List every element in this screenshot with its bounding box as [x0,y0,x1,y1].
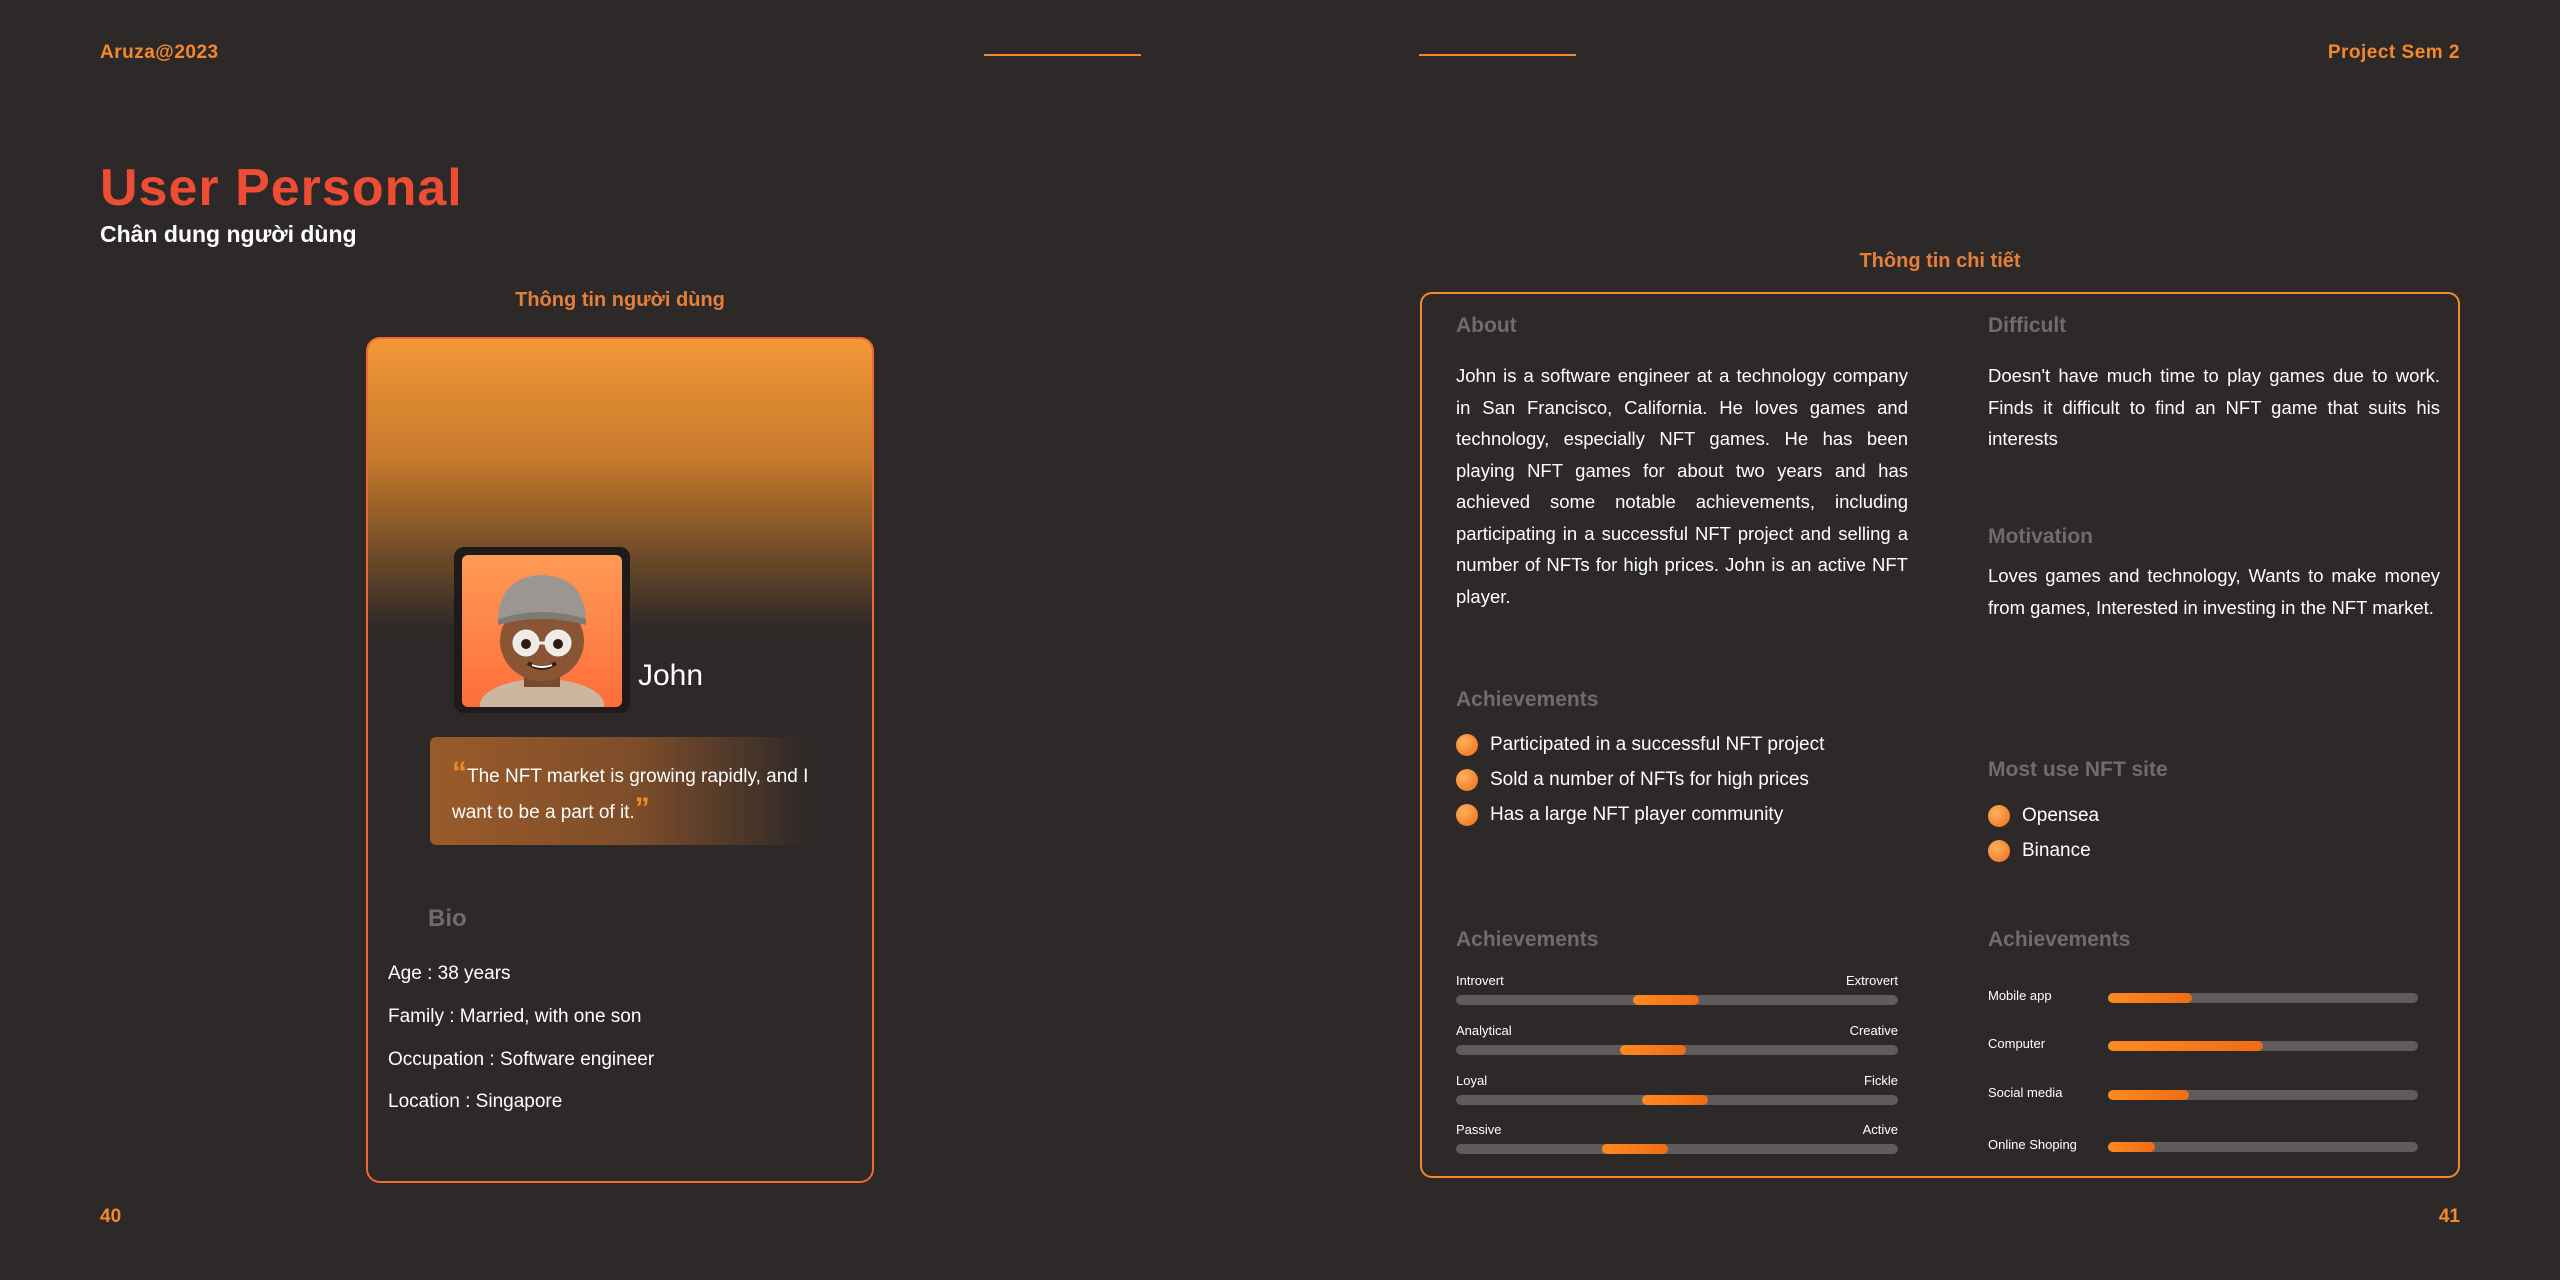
list-item [1456,727,1916,762]
avatar [462,555,622,707]
platform-label: Social media [1988,1085,2063,1100]
scale-fill [1620,1045,1686,1055]
list-item [1456,797,1916,832]
user-name: John [638,659,704,692]
motivation-text: Loves games and technology, Wants to make money from games, Interested in investing in the NFT market. [1988,565,2440,618]
achievement-text: Participated in a successful NFT project [1490,733,1825,755]
difficult-text: Doesn't have much time to play games due to work. Finds it difficult to find an NFT game that suits his interests [1988,365,2440,449]
platform-track [2108,993,2418,1003]
motivation-title: Motivation [1988,525,2093,548]
scale-track [1456,1045,1898,1055]
scale-right-label: Creative [1849,1023,1898,1038]
bio-family: Family : Married, with one son [388,1006,642,1027]
about-title: About [1456,314,1517,337]
platform-label: Computer [1988,1036,2046,1051]
achievements-list [1456,727,1916,832]
scale-row [1456,1122,1898,1162]
user-quote-body: The NFT market is growing rapidly, and I want to be a part of it. [452,766,809,823]
header-divider-left [984,54,1141,56]
scale-right-label: Extrovert [1845,973,1898,988]
user-card [366,337,874,1183]
bullet-dot-icon [1456,734,1478,756]
header-divider-right [1419,54,1576,56]
bullet-dot-icon [1456,804,1478,826]
scale-left-label: Loyal [1456,1073,1488,1088]
platform-fill [2108,1041,2263,1051]
personality-title: Achievements [1456,928,1599,951]
about-text: John is a software engineer at a technology company in San Francisco, California. He loves games and technology, especially NFT games. He has been playing NFT games for about two years and has achieved some notable achievements, including participating in a successful NFT project and selling a number of NFTs for high prices. John is an active NFT player. [1456,365,1908,607]
scale-track [1456,995,1898,1005]
bio-age: Age : 38 years [388,963,511,984]
avatar-illustration [462,555,622,707]
bio-occupation: Occupation : Software engineer [388,1049,655,1070]
scale-row [1456,1023,1898,1063]
platform-label: Online Shoping [1988,1137,2077,1152]
scale-left-label: Introvert [1456,973,1504,988]
page-subtitle: Chân dung người dùng [100,221,357,247]
platforms-title: Achievements [1988,928,2131,951]
details-panel [1420,292,2460,1178]
nft-site-name: Binance [2022,839,2091,861]
scale-fill [1642,1095,1708,1105]
page-number-left: 40 [100,1206,122,1227]
open-quote-icon: “ [452,756,467,789]
user-quote [430,737,808,845]
platform-track [2108,1041,2418,1051]
user-quote-text [452,757,812,829]
platform-fill [2108,1090,2189,1100]
platform-label: Mobile app [1988,988,2052,1003]
list-item [1988,833,2408,868]
platform-row [1988,1085,2418,1105]
page-number-right: 41 [2438,1206,2460,1227]
nft-sites-list [1988,798,2408,868]
platform-row [1988,988,2418,1008]
project-label: Project Sem 2 [2327,42,2460,63]
achievement-text: Has a large NFT player community [1490,803,1784,825]
page-title: User Personal [100,159,463,217]
scale-track [1456,1095,1898,1105]
nft-sites-title: Most use NFT site [1988,758,2168,781]
scale-right-label: Fickle [1864,1073,1898,1088]
bio-location: Location : Singapore [388,1091,563,1112]
achievement-text: Sold a number of NFTs for high prices [1490,768,1809,790]
scale-right-label: Active [1862,1122,1898,1137]
scale-fill [1602,1144,1668,1154]
list-item [1988,798,2408,833]
achievements-title: Achievements [1456,688,1599,711]
scale-left-label: Analytical [1456,1023,1512,1038]
bullet-dot-icon [1988,805,2010,827]
platform-fill [2108,1142,2155,1152]
platform-fill [2108,993,2192,1003]
close-quote-icon: ” [634,792,650,825]
user-card-heading: Thông tin người dùng [515,289,725,311]
scale-fill [1633,995,1699,1005]
difficult-title: Difficult [1988,314,2067,337]
scale-track [1456,1144,1898,1154]
scale-left-label: Passive [1456,1122,1502,1137]
bio-label: Bio [428,905,467,932]
platform-track [2108,1142,2418,1152]
details-heading: Thông tin chi tiết [1859,250,2021,272]
brand-label: Aruza@2023 [100,42,219,63]
scale-row [1456,1073,1898,1113]
platform-track [2108,1090,2418,1100]
platform-row [1988,1137,2418,1157]
bullet-dot-icon [1456,769,1478,791]
scale-row [1456,973,1898,1013]
platform-row [1988,1036,2418,1056]
bullet-dot-icon [1988,840,2010,862]
nft-site-name: Opensea [2022,804,2100,826]
list-item [1456,762,1916,797]
